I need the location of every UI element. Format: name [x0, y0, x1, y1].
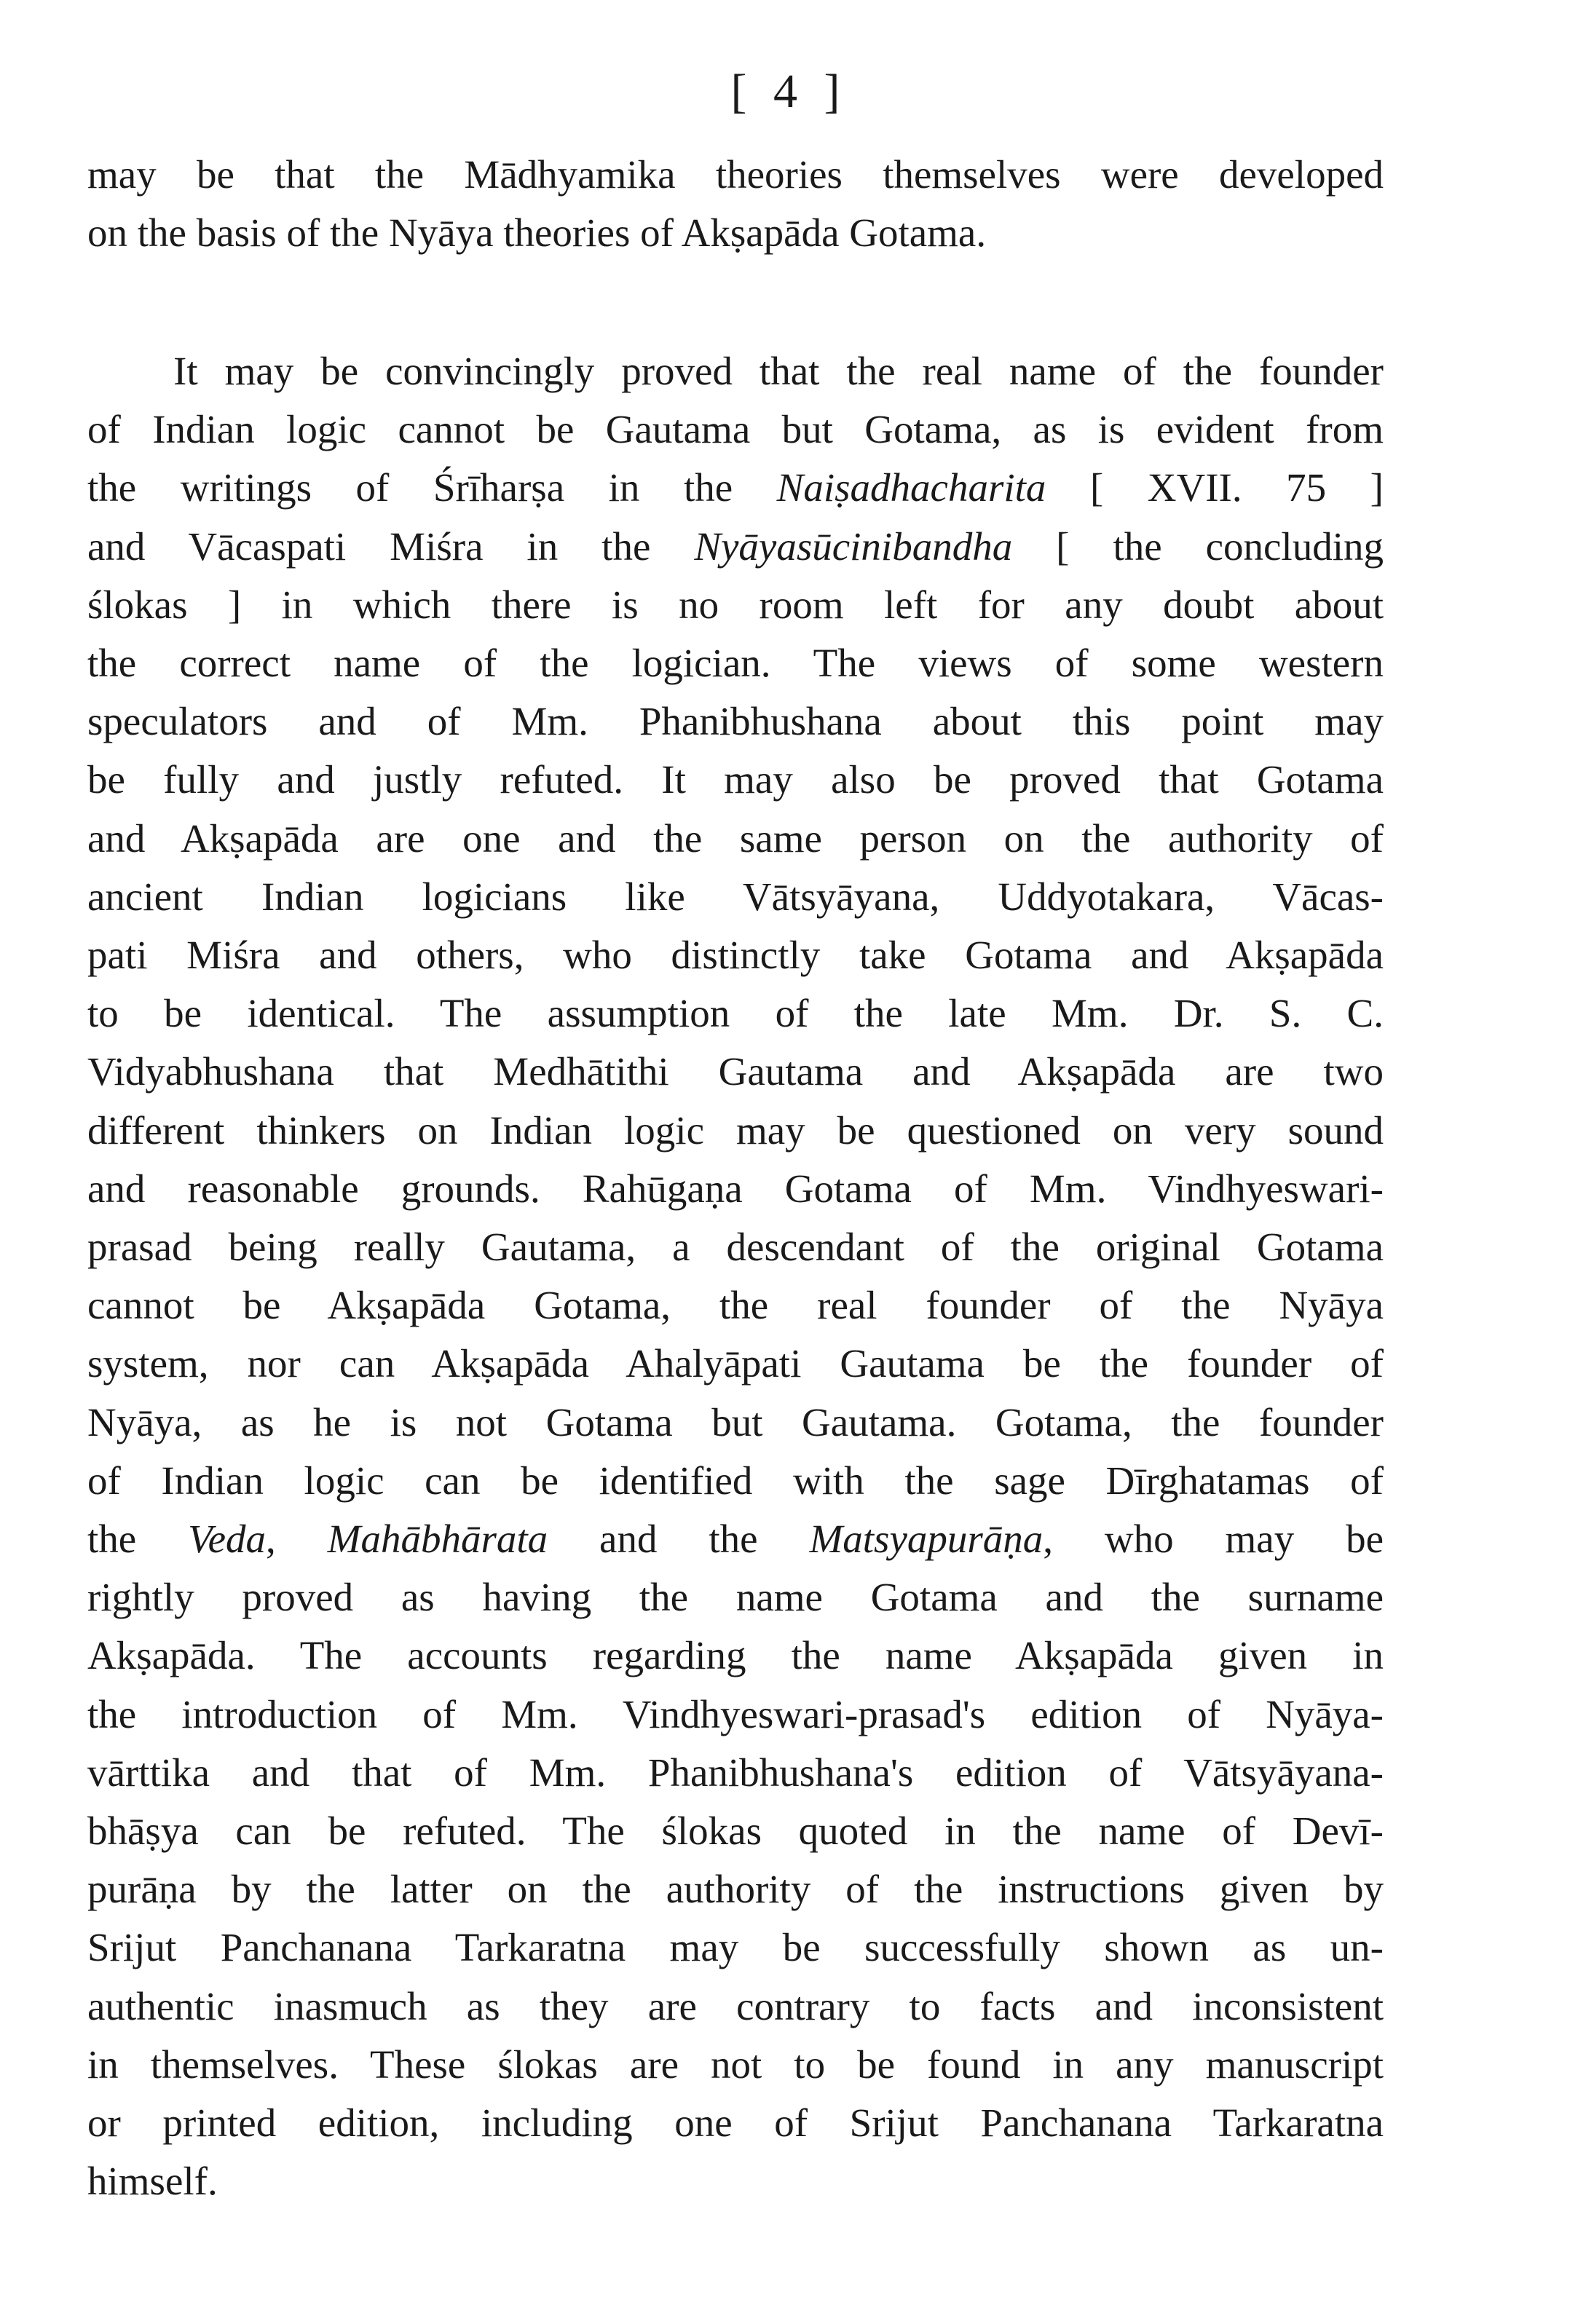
text-line: of Indian logic can be identified with the sage Dīrghatamas of [87, 1458, 1384, 1503]
text-line: rightly proved as having the name Gotama and the surname [87, 1575, 1384, 1619]
text-line: ancient Indian logicians like Vātsyāyana, Uddyotakara, Vācas- [87, 874, 1384, 919]
page-number: [ 4 ] [730, 65, 848, 118]
text-line: himself. [87, 2159, 218, 2203]
text-line: ślokas ] in which there is no room left for any doubt about [87, 582, 1384, 627]
text-line: and reasonable grounds. Rahūgaṇa Gotama of Mm. Vindhyeswari- [87, 1166, 1384, 1211]
text-line: the correct name of the logician. The views of some western [87, 641, 1384, 685]
text-line: Akṣapāda. The accounts regarding the name Akṣapāda given in [87, 1633, 1384, 1677]
text-line: to be identical. The assumption of the late Mm. Dr. S. C. [87, 991, 1384, 1035]
text-line: may be that the Mādhyamika theories themselves were developed [87, 152, 1384, 197]
text-line: vārttika and that of Mm. Phanibhushana's edition of Vātsyāyana- [87, 1750, 1384, 1795]
text-line: in themselves. These ślokas are not to be found in any manuscript [87, 2042, 1384, 2087]
text-line: the Veda, Mahābhārata and the Matsyapurāṇa, who may be [87, 1517, 1384, 1561]
text-line: prasad being really Gautama, a descendant of the original Gotama [87, 1225, 1384, 1269]
text-line: or printed edition, including one of Srijut Panchanana Tarkaratna [87, 2100, 1384, 2145]
text-line: different thinkers on Indian logic may be questioned on very sound [87, 1108, 1384, 1153]
text-line: on the basis of the Nyāya theories of Akṣapāda Gotama. [87, 210, 987, 255]
text-line: be fully and justly refuted. It may also be proved that Gotama [87, 757, 1384, 802]
text-line: and Vācaspati Miśra in the Nyāyasūcinibandha [ the concluding [87, 524, 1384, 569]
text-line: bhāṣya can be refuted. The ślokas quoted in the name of Devī- [87, 1809, 1384, 1853]
text-line: It may be convincingly proved that the real name of the founder [173, 349, 1384, 393]
text-line: Vidyabhushana that Medhātithi Gautama and Akṣapāda are two [87, 1049, 1384, 1094]
text-line: speculators and of Mm. Phanibhushana about this point may [87, 699, 1384, 743]
text-line: authentic inasmuch as they are contrary to facts and inconsistent [87, 1984, 1384, 2028]
text-line: system, nor can Akṣapāda Ahalyāpati Gautama be the founder of [87, 1341, 1384, 1386]
text-line: pati Miśra and others, who distinctly take Gotama and Akṣapāda [87, 933, 1384, 977]
text-line: the writings of Śrīharṣa in the Naiṣadhacharita [ XVII. 75 ] [87, 465, 1384, 510]
text-line: of Indian logic cannot be Gautama but Gotama, as is evident from [87, 407, 1384, 451]
text-line: and Akṣapāda are one and the same person on the authority of [87, 816, 1384, 861]
text-line: Nyāya, as he is not Gotama but Gautama. Gotama, the founder [87, 1400, 1384, 1444]
text-line: cannot be Akṣapāda Gotama, the real founder of the Nyāya [87, 1283, 1384, 1327]
text-line: purāṇa by the latter on the authority of the instructions given by [87, 1867, 1384, 1911]
text-line: the introduction of Mm. Vindhyeswari-prasad's edition of Nyāya- [87, 1692, 1384, 1736]
text-line: Srijut Panchanana Tarkaratna may be successfully shown as un- [87, 1925, 1384, 1969]
